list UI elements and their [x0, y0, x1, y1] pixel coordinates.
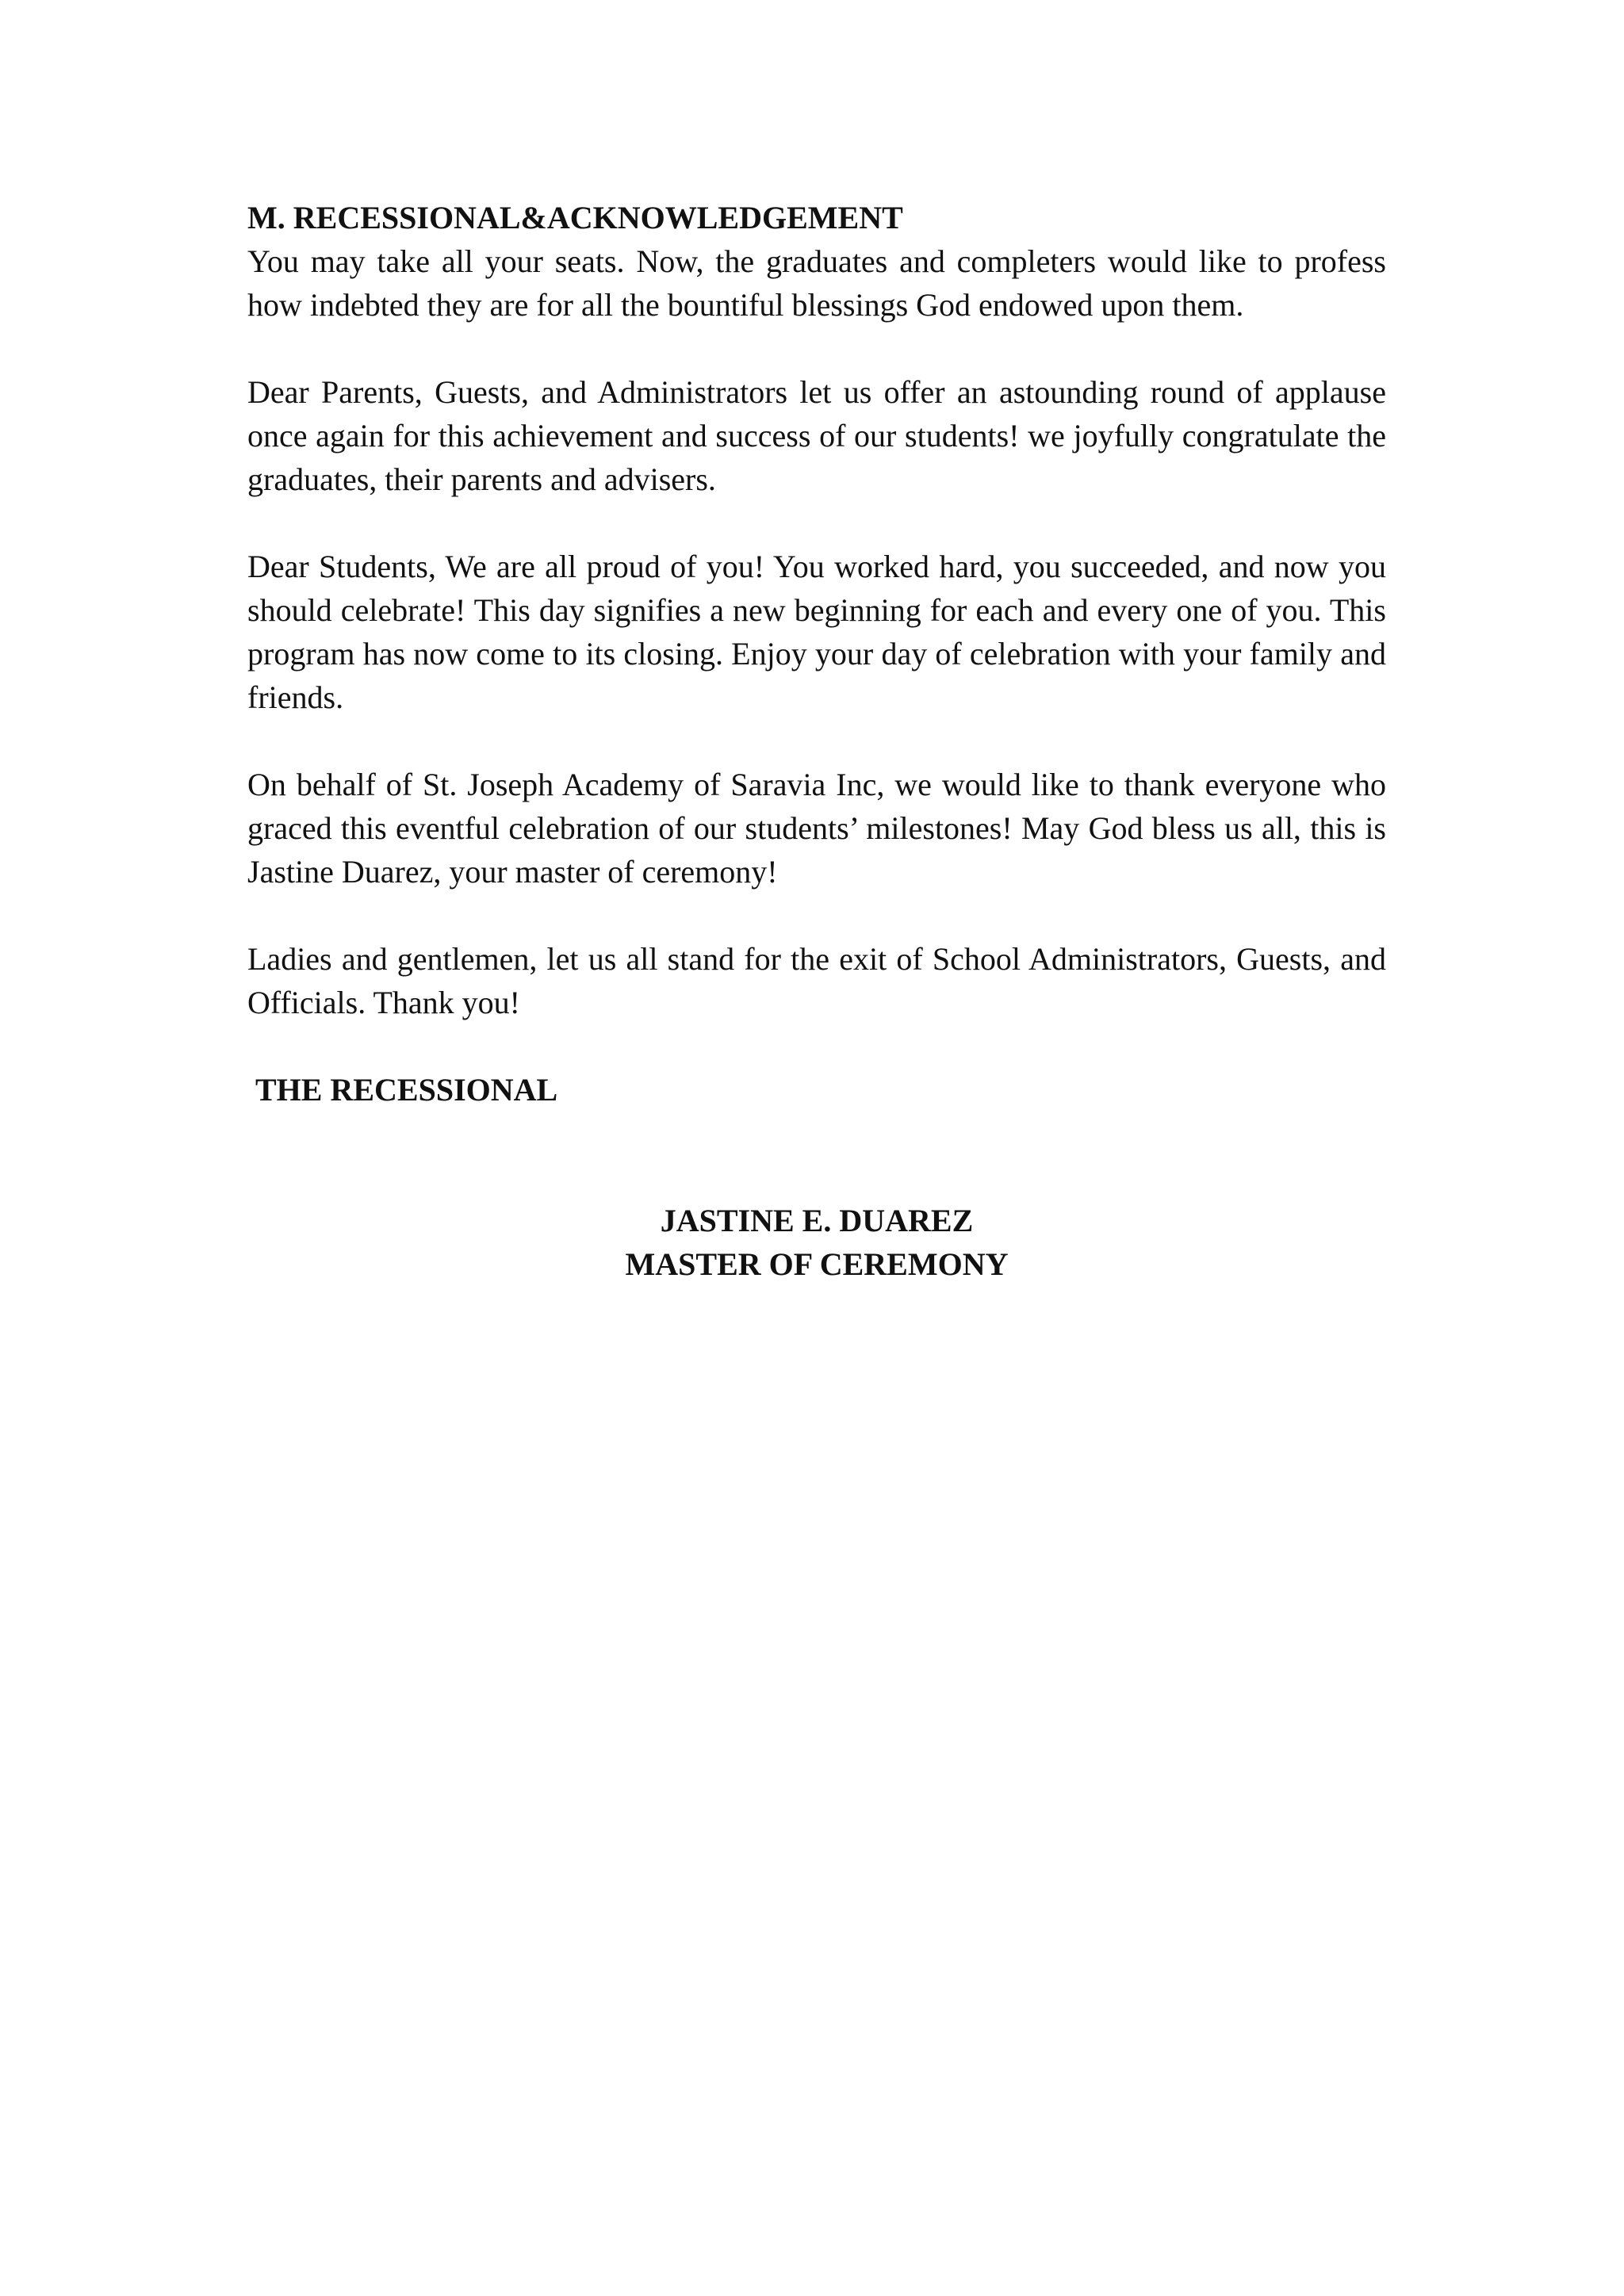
- paragraph-intro: You may take all your seats. Now, the graduates and completers would like to profess how indebted they are for all the bountiful blessings God endowed upon them.: [247, 243, 1386, 323]
- signature-name: JASTINE E. DUAREZ: [660, 1203, 974, 1238]
- paragraph-students: Dear Students, We are all proud of you! You worked hard, you succeeded, and now you should celebrate! This day signifies a new beginning for each and every one of you. This program has now come to its closing. Enjoy your day of celebration with your family and friends.: [247, 549, 1386, 715]
- paragraph-thanks: On behalf of St. Joseph Academy of Saravia Inc, we would like to thank everyone who graced this eventful celebration of our students’ milestones! May God bless us all, this is Jastine Duarez, your master of ceremony!: [247, 767, 1386, 890]
- signature-title: MASTER OF CEREMONY: [625, 1246, 1009, 1282]
- section-heading: M. RECESSIONAL&ACKNOWLEDGEMENT: [247, 200, 903, 235]
- signature-block: [247, 1199, 1386, 1286]
- paragraph-parents: Dear Parents, Guests, and Administrators let us offer an astounding round of applause once again for this achievement and success of our students! we joyfully congratulate the graduates, their parents and advisers.: [247, 374, 1386, 497]
- recessional-label: THE RECESSIONAL: [255, 1072, 558, 1108]
- paragraph-exit: Ladies and gentlemen, let us all stand for the exit of School Administrators, Guests, and Officials. Thank you!: [247, 941, 1386, 1020]
- document-body: [247, 196, 1386, 1286]
